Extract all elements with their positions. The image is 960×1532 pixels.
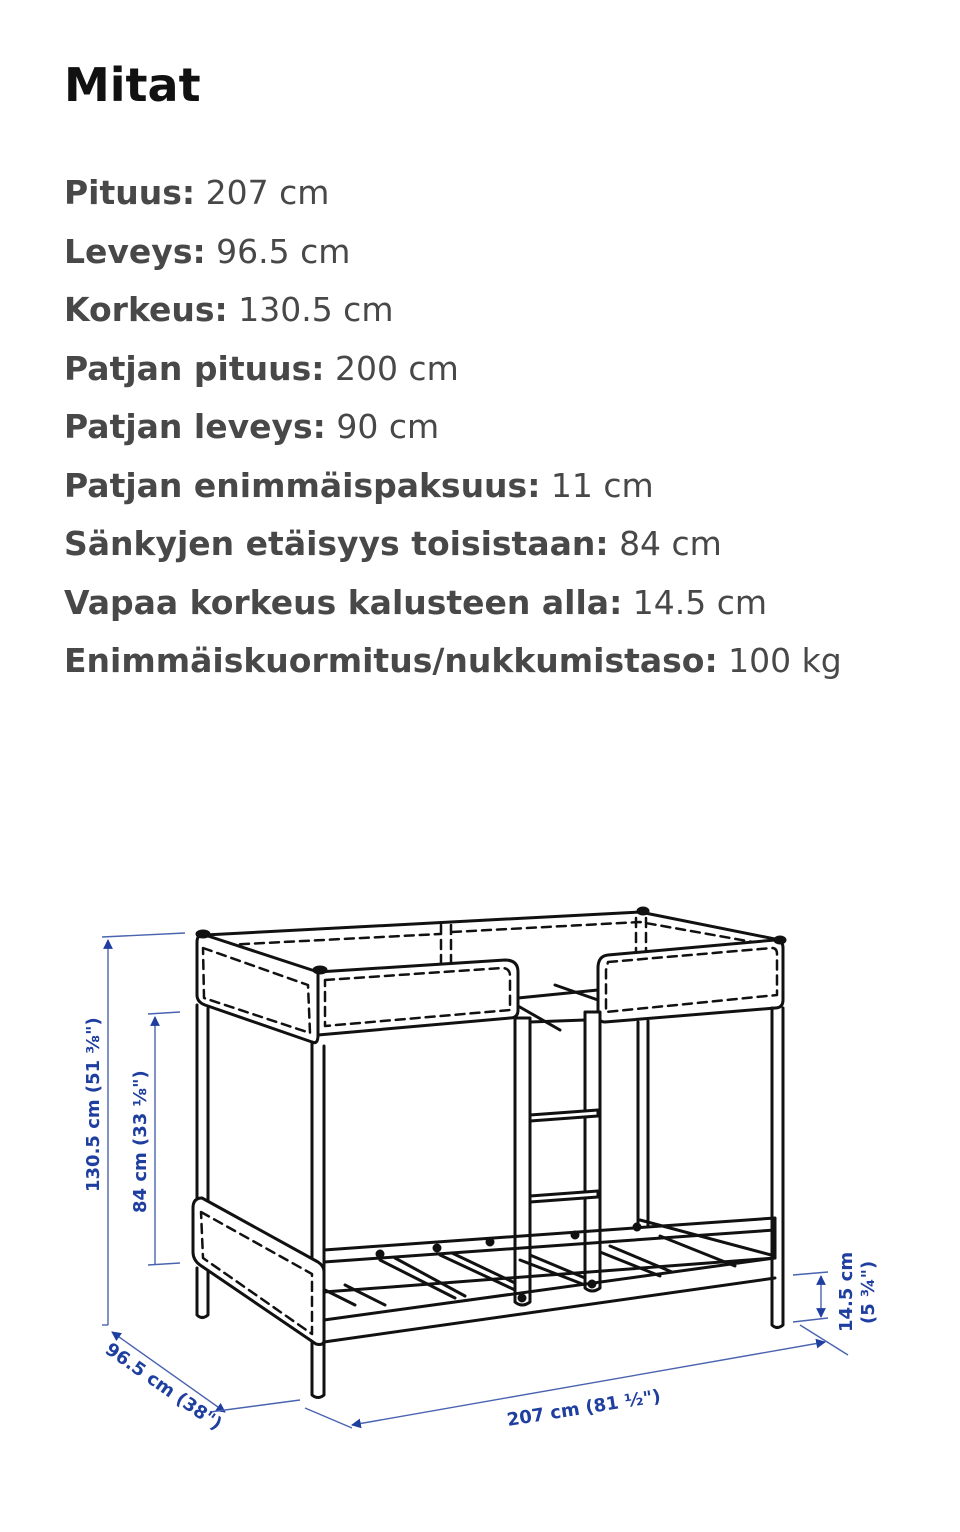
bunk-bed-dimension-diagram — [0, 880, 960, 1500]
dimension-depth: 96.5 cm (38") — [101, 1338, 226, 1435]
spec-value: 11 cm — [550, 465, 654, 505]
spec-row-bed-spacing — [64, 519, 842, 578]
dimension-spec-list — [64, 168, 842, 695]
spec-label: Patjan leveys: — [64, 407, 326, 446]
spec-label: Patjan pituus: — [64, 348, 325, 388]
spec-label: Vapaa korkeus kalusteen alla: — [64, 582, 623, 622]
spec-row-mattress-length — [64, 344, 842, 403]
dimension-bed-spacing: 84 cm (33 ⅛") — [130, 1070, 151, 1213]
bunk-bed-drawing — [193, 908, 785, 1398]
spec-row-mattress-width — [64, 402, 842, 461]
dimension-total-height: 130.5 cm (51 ⅜") — [83, 1017, 104, 1192]
spec-label: Sänkyjen etäisyys toisistaan: — [64, 524, 609, 563]
dimension-length: 207 cm (81 ½") — [505, 1385, 663, 1431]
spec-row-height — [64, 285, 842, 344]
page-title: Mitat — [64, 58, 201, 112]
spec-value: 100 kg — [728, 641, 842, 680]
spec-row-under-clearance — [64, 578, 842, 637]
spec-row-mattress-max-thickness — [64, 461, 842, 520]
spec-label: Leveys: — [64, 231, 206, 271]
spec-label: Korkeus: — [64, 290, 228, 329]
spec-value: 14.5 cm — [632, 582, 768, 622]
spec-value: 84 cm — [619, 524, 722, 563]
spec-label: Patjan enimmäispaksuus: — [64, 465, 541, 505]
spec-row-width — [64, 227, 842, 286]
spec-value: 96.5 cm — [216, 231, 351, 271]
spec-value: 90 cm — [336, 407, 440, 446]
spec-row-length — [64, 168, 842, 227]
spec-row-max-load — [64, 636, 842, 695]
spec-value: 200 cm — [334, 348, 459, 388]
spec-value: 130.5 cm — [238, 290, 394, 329]
dimension-clearance-value: 14.5 cm — [836, 1251, 857, 1332]
spec-value: 207 cm — [205, 173, 330, 212]
spec-label: Enimmäiskuormitus/nukkumistaso: — [64, 641, 718, 680]
dimension-clearance-inches: (5 ¾") — [858, 1260, 879, 1324]
spec-label: Pituus: — [64, 173, 196, 212]
